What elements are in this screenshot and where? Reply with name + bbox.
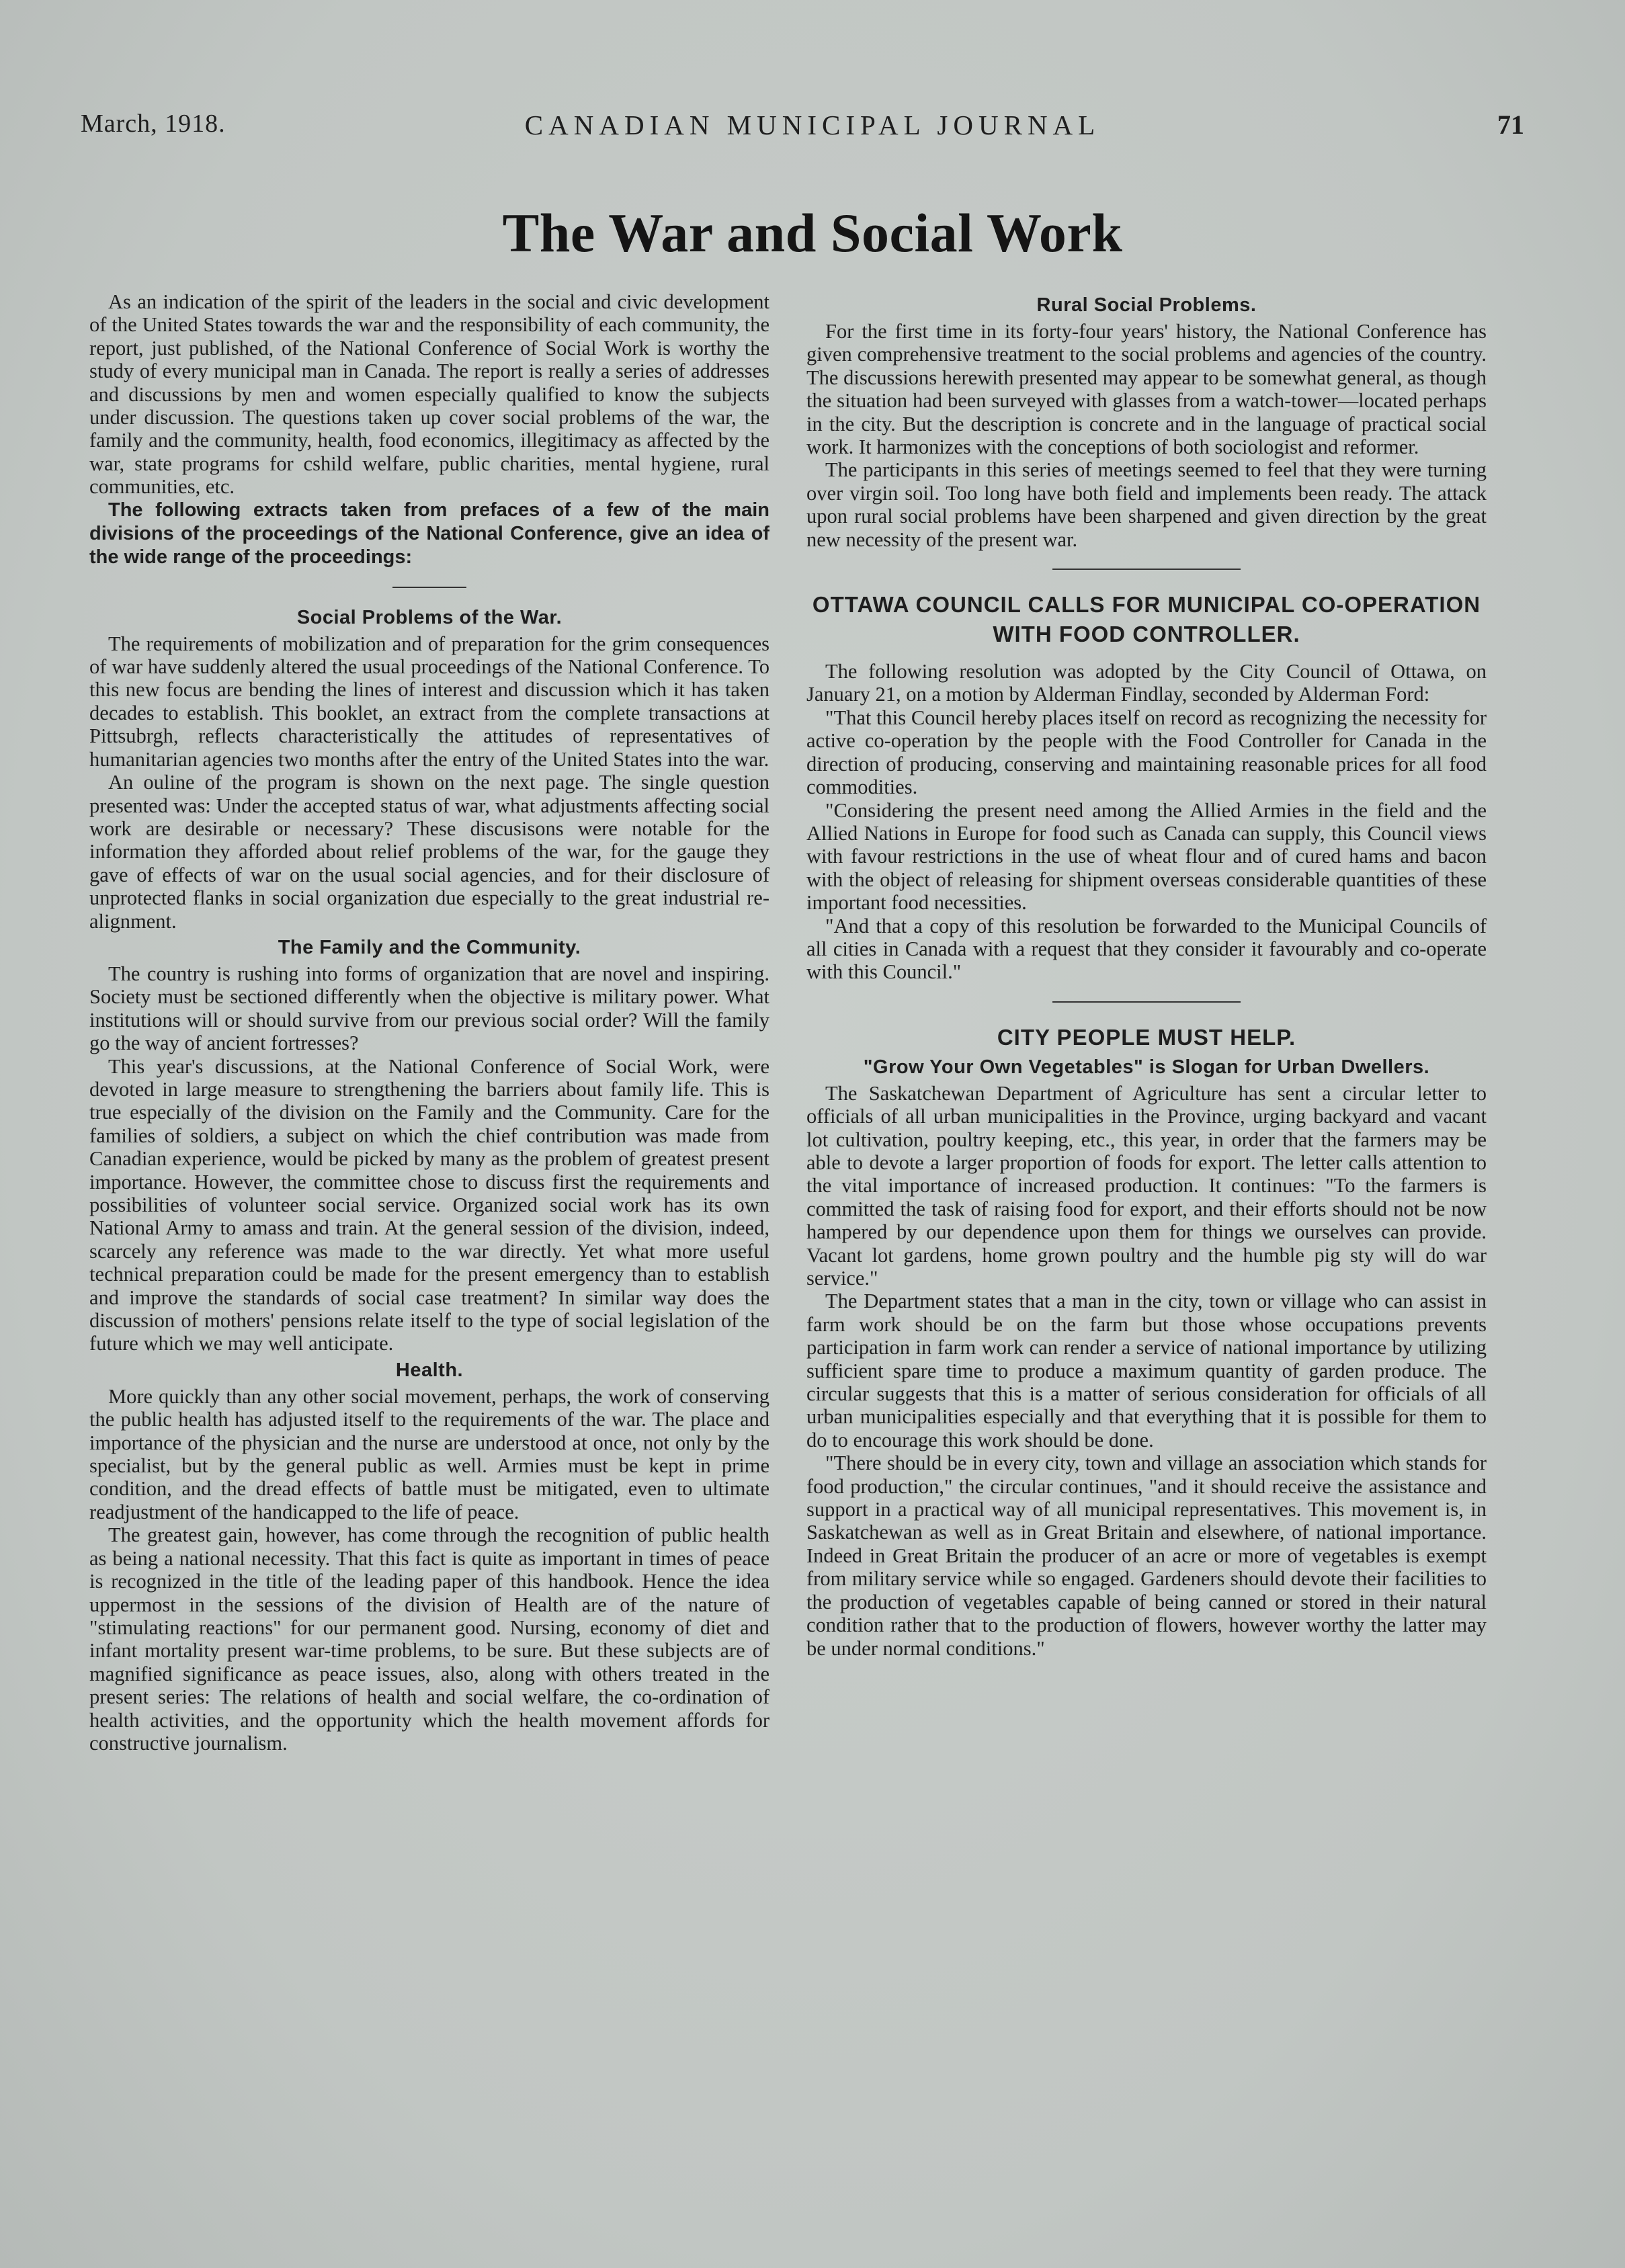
article-title: The War and Social Work <box>502 202 1123 263</box>
right-column <box>806 290 1487 2232</box>
running-header <box>81 109 1544 149</box>
left-column <box>89 290 769 2232</box>
heading-health: Health. <box>395 1359 464 1381</box>
paragraph-health-2: The greatest gain, however, has come through the recognition of public health as being a national necessity. That this fact is quite as important in times of peace is recognized in the title of the leading paper of this handbook. Hence the idea uppermost in the sessions of the division of Health are of the nature of "stimulating reactions" for our permanent good. Nursing, economy of diet and infant mortality present war-time problems, to be sure. But these subjects are of magnified significance as peace issues, also, along with others treated in the present series: The relations of health and social welfare, the co-ordination of health activities, and the opportunity which the health movement affords for constructive journalism. <box>89 1523 769 1755</box>
section-divider <box>392 587 466 588</box>
paragraph-health-1: More quickly than any other social movement, perhaps, the work of conserving the public health has adjusted itself to the requirements of the war. The place and importance of the physician and the nurse are understood at once, not only by the specialist, but by the general public as well. Armies must be kept in prime condition, and the dread effects of battle must be mitigated, even to ultimate readjustment of the handicapped to the life of peace. <box>89 1384 769 1523</box>
ottawa-paragraph-2: "That this Council hereby places itself on record as recognizing the necessity for active co-operation by the people with the Food Controller for Canada in the direction of producing, conserving and maintaining reasonable prices for all food commodities. <box>806 706 1487 799</box>
city-people-paragraph-2: The Department states that a man in the city, town or village who can assist in farm work should be on the farm but those whose occupations prevents participation in farm work can render a service of national importance by utilizing sufficient spare time to produce a maximum quantity of garden produce. The circular suggests that this is a matter of serious consideration for officials of all urban municipalities especially and that everything that it is possible for them to do to encourage this work should be done. <box>806 1290 1487 1452</box>
lead-paragraph: The following extracts taken from prefaces of a few of the main divisions of the proceedings of the National Conference, give an idea of the wide range of the proceedings: <box>89 499 769 568</box>
paragraph-social-1: The requirements of mobilization and of preparation for the grim consequences of war have suddenly altered the usual proceedings of the National Conference. To this new focus are bending the lines of interest and discussion which it has taken decades to establish. This booklet, an extract from the complete transactions at Pittsubrgh, reflects characteristically the attitudes of representatives of humanitarian agencies two months after the entry of the United States into the war. <box>89 632 769 771</box>
paragraph-rural-2: The participants in this series of meetings seemed to feel that they were turning over virgin soil. Too long have both field and implements been ready. The attack upon rural social problems have been sharpened and given direction by the great new necessity of the present war. <box>806 458 1487 551</box>
ottawa-paragraph-4: "And that a copy of this resolution be forwarded to the Municipal Councils of all cities in Canada with a request that they consider it favourably and co-operate with this Council." <box>806 914 1487 984</box>
page-number: 71 <box>1497 110 1524 140</box>
city-people-paragraph-3: "There should be in every city, town and village an association which stands for food production," the circular continues, "and it should receive the assistance and support in a practical way of all municipal representatives. This movement is, in Saskatchewan as well as in Great Britain and elsewhere, of national importance. Indeed in Great Britain the producer of an acre or more of vegetables is exempt from military service while so engaged. Gardeners should devote their facilities to the production of vegetables capable of being canned or stored in their natural condition rather that to the production of flowers, however worthy the latter may be under normal conditions." <box>806 1452 1487 1660</box>
ottawa-heading: OTTAWA COUNCIL CALLS FOR MUNICIPAL CO-OPERATION WITH FOOD CONTROLLER. <box>812 592 1481 647</box>
ottawa-paragraph-1: The following resolution was adopted by the City Council of Ottawa, on January 21, on a motion by Alderman Findlay, seconded by Alderman Ford: <box>806 660 1487 706</box>
city-people-paragraph-1: The Saskatchewan Department of Agriculture has sent a circular letter to officials of all urban municipalities in the Province, urging backyard and vacant lot cultivation, poultry keeping, etc., this year, in order that the farmers may be able to devote a larger proportion of foods for export. The letter calls attention to the vital importance of increased production. It continues: "To the farmers is committed the task of raising food for export, and their efforts should not be now hampered by our dependence upon them for things we ourselves can provide. Vacant lot gardens, home grown poultry and the humble pig sty will do war service." <box>806 1081 1487 1290</box>
paragraph-family-1: The country is rushing into forms of organization that are novel and inspiring. Society must be sectioned differently when the objective is military power. What institutions will or should survive from our previous social order? Will the family go the way of ancient fortresses? <box>89 962 769 1055</box>
issue-date: March, 1918. <box>81 110 226 138</box>
ottawa-paragraph-3: "Considering the present need among the Allied Armies in the field and the Allied Nations in Europe for food such as Canada can supply, this Council views with favour restrictions in the use of wheat flour and of cured hams and bacon with the object of releasing for shipment overseas considerable quantities of these important food necessities. <box>806 798 1487 915</box>
city-people-heading: CITY PEOPLE MUST HELP. <box>997 1024 1296 1050</box>
heading-social-problems: Social Problems of the War. <box>296 606 562 628</box>
heading-family: The Family and the Community. <box>278 936 581 958</box>
paragraph-social-2: An ouline of the program is shown on the next page. The single question presented was: Under the accepted status of war, what adjustments affecting social work are desirable or necessary? These discusisons were notable for the information they afforded about relief problems of the war, for the gauge they gave of effects of war on the usual social agencies, and for their disclosure of unprotected flanks in social organization due especially to the great industrial re-alignment. <box>89 771 769 933</box>
intro-paragraph: As an indication of the spirit of the leaders in the social and civic development of the United States towards the war and the responsibility of each community, the report, just published, of the National Conference of Social Work is worthy the study of every municipal man in Canada. The report is really a series of addresses and discussions by men and women especially qualified to know the subjects under discussion. The questions taken up cover social problems of the war, the family and the community, health, food economics, illegitimacy as affected by the war, state programs for cshild welfare, public charities, mental hygiene, rural communities, etc. <box>89 290 769 499</box>
heading-rural: Rural Social Problems. <box>1036 294 1257 316</box>
paragraph-family-2: This year's discussions, at the National Conference of Social Work, were devoted in large measure to strengthening the barriers about family life. This is true especially of the division on the Family and the Community. Care for the families of soldiers, a subject on which the chief contribution was made from Canadian experience, would be picked by many as the problem of greatest present importance. However, the committee chose to discuss first the requirements and possibilities of volunteer social service. Organized social work has its own National Army to amass and train. At the general session of the division, indeed, scarcely any reference was made to the war directly. Yet what more useful technical preparation could be made for the present emergency than to establish and improve the standards of social case treatment? In similar way does the discussion of mothers' pensions relate itself to the type of social legislation of the future which we may well anticipate. <box>89 1054 769 1355</box>
journal-name: CANADIAN MUNICIPAL JOURNAL <box>524 110 1101 140</box>
city-people-subheading: "Grow Your Own Vegetables" is Slogan for Urban Dwellers. <box>863 1056 1430 1078</box>
article-divider <box>1052 569 1241 570</box>
article-divider <box>1052 1001 1241 1003</box>
paragraph-rural-1: For the first time in its forty-four years' history, the National Conference has given comprehensive treatment to the social problems and agencies of the country. The discussions herewith presented may appear to be somewhat general, as though the situation had been surveyed with glasses from a watch-tower—located perhaps in the city. But the description is concrete and in the language of practical social work. It harmonizes with the conceptions of both sociologist and reformer. <box>806 320 1487 459</box>
